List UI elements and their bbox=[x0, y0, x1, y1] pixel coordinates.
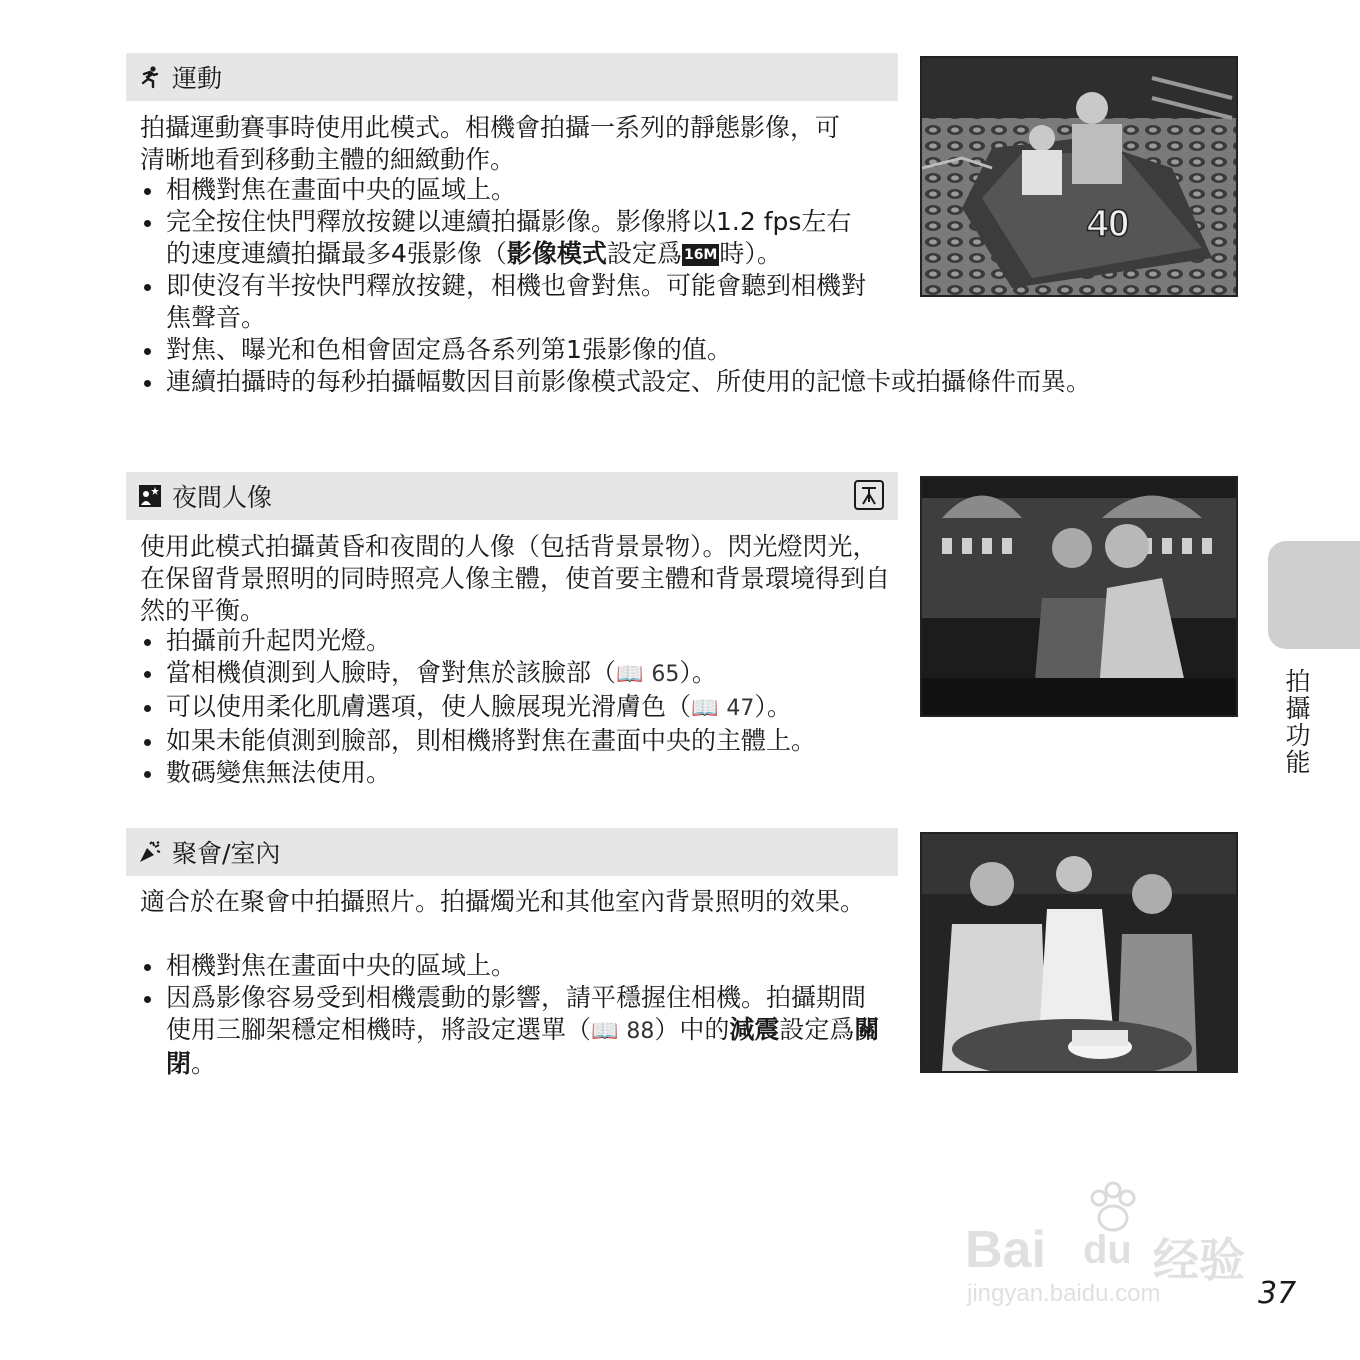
list-item: 拍攝前升起閃光燈。 bbox=[140, 625, 900, 657]
birthday-party-image bbox=[922, 834, 1236, 1071]
night-portrait-bullet-list bbox=[140, 625, 900, 789]
kart-number: 40 bbox=[1087, 203, 1130, 245]
go-kart-image bbox=[922, 58, 1236, 295]
tripod-icon bbox=[854, 480, 884, 510]
list-item: 即使沒有半按快門釋放按鍵，相機也會對焦。可能會聽到相機對焦聲音。 bbox=[140, 270, 871, 334]
party-intro: 適合於在聚會中拍攝照片。拍攝燭光和其他室內背景照明的效果。 bbox=[140, 887, 866, 916]
sports-bullet-list bbox=[140, 174, 1092, 398]
list-item: 相機對焦在畫面中央的區域上。 bbox=[140, 950, 885, 982]
list-item: 因爲影像容易受到相機震動的影響，請平穩握住相機。拍攝期間使用三腳架穩定相機時，將設定選單（📖 88）中的減震設定爲關閉。 bbox=[140, 982, 885, 1080]
section-title-sports: 運動 bbox=[172, 64, 223, 93]
watermark-logo: Bai bbox=[965, 1221, 1046, 1279]
side-tab-label: 拍攝功能 bbox=[1282, 668, 1311, 776]
list-item: 相機對焦在畫面中央的區域上。 bbox=[140, 174, 880, 206]
list-item: 可以使用柔化肌膚選項，使人臉展現光滑膚色（📖 47）。 bbox=[140, 691, 900, 725]
off-term: 關閉 bbox=[166, 1015, 880, 1078]
running-person-icon bbox=[138, 65, 162, 89]
image-mode-term: 影像模式 bbox=[506, 239, 607, 268]
baidu-watermark bbox=[965, 1180, 1275, 1310]
party-icon bbox=[138, 840, 162, 864]
page-number: 37 bbox=[1258, 1276, 1297, 1311]
paw-icon bbox=[1083, 1180, 1143, 1235]
section-header-night-portrait bbox=[126, 472, 898, 520]
night-couple-image bbox=[922, 478, 1236, 715]
list-item: 當相機偵測到人臉時，會對焦於該臉部（📖 65）。 bbox=[140, 657, 900, 691]
night-portrait-icon bbox=[138, 484, 162, 508]
page-reference: 65 bbox=[651, 662, 680, 687]
side-tab bbox=[1268, 541, 1360, 649]
section-header-sports bbox=[126, 53, 898, 101]
page-reference: 88 bbox=[626, 1019, 655, 1044]
book-reference-icon: 📖 bbox=[691, 696, 719, 721]
page-reference: 47 bbox=[726, 696, 755, 721]
book-reference-icon: 📖 bbox=[616, 662, 644, 687]
night-portrait-photo bbox=[920, 476, 1238, 717]
list-item: 數碼變焦無法使用。 bbox=[140, 757, 900, 789]
watermark-logo-du: du bbox=[1083, 1228, 1132, 1272]
list-item: 如果未能偵測到臉部，則相機將對焦在畫面中央的主體上。 bbox=[140, 725, 900, 757]
night-portrait-intro: 使用此模式拍攝黃昏和夜間的人像（包括背景景物）。閃光燈閃光，在保留背景照明的同時照亮人像主體，使首要主體和背景環境得到自然的平衡。 bbox=[140, 532, 891, 625]
section-title-night-portrait: 夜間人像 bbox=[172, 483, 273, 512]
party-bullet-list bbox=[140, 950, 885, 1080]
watermark-url: jingyan.baidu.com bbox=[967, 1280, 1161, 1307]
list-item: 完全按住快門釋放按鍵以連續拍攝影像。影像將以1.2 fps左右的速度連續拍攝最多4張影像（影像模式設定爲 16M時）。 bbox=[140, 206, 866, 270]
party-photo bbox=[920, 832, 1238, 1073]
section-header-party bbox=[126, 828, 898, 876]
book-reference-icon: 📖 bbox=[591, 1019, 619, 1044]
vibration-reduction-term: 減震 bbox=[729, 1015, 780, 1044]
list-item: 對焦、曝光和色相會固定爲各系列第1張影像的值。 bbox=[140, 334, 880, 366]
section-title-party: 聚會/室內 bbox=[172, 839, 281, 868]
image-mode-16m-icon: 16M bbox=[682, 244, 719, 266]
sports-intro: 拍攝運動賽事時使用此模式。相機會拍攝一系列的靜態影像，可清晰地看到移動主體的細緻動作。 bbox=[140, 113, 841, 174]
watermark-cn: 经验 bbox=[1153, 1234, 1245, 1286]
list-item: 連續拍攝時的每秒拍攝幅數因目前影像模式設定、所使用的記憶卡或拍攝條件而異。 bbox=[140, 366, 1246, 398]
sports-photo bbox=[920, 56, 1238, 297]
